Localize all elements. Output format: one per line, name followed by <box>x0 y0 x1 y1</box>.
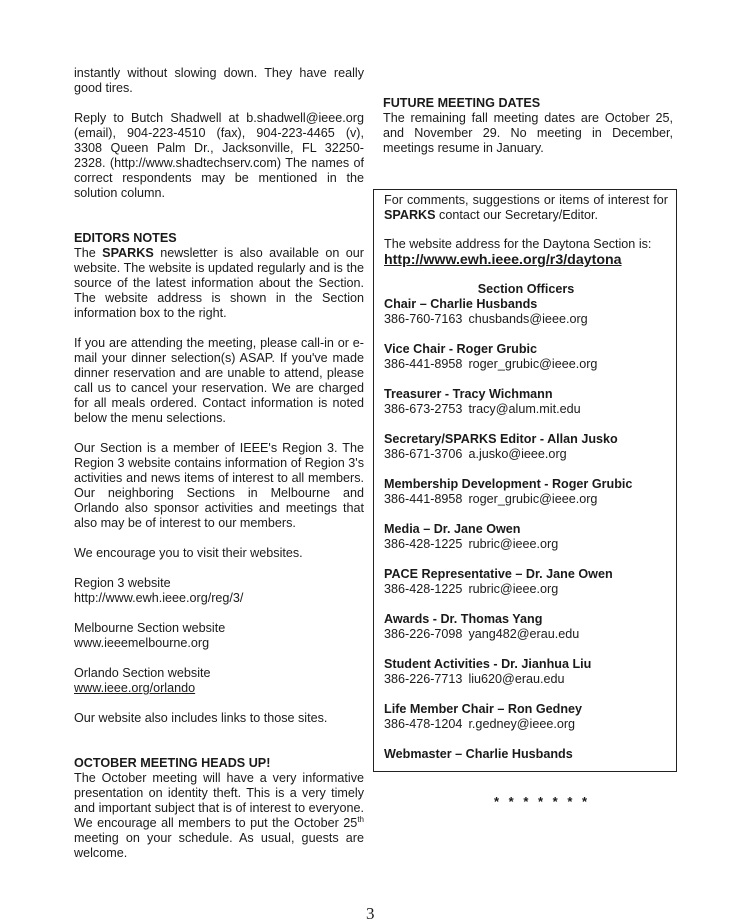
officer-entry <box>384 297 668 327</box>
officer-email[interactable]: tracy@alum.mit.edu <box>468 402 581 416</box>
link-url[interactable]: www.ieeemelbourne.org <box>74 636 210 650</box>
officer-phone: 386-673-2753 <box>384 402 463 416</box>
link-url[interactable]: http://www.ewh.ieee.org/reg/3/ <box>74 591 244 605</box>
officer-entry <box>384 342 668 372</box>
link-label: Orlando Section website <box>74 666 211 680</box>
officer-entry <box>384 567 668 597</box>
intro-text: instantly without slowing down. They have really good tires. <box>74 66 364 95</box>
officer-phone: 386-478-1204 <box>384 717 463 731</box>
website-text: The website address for the Daytona Section is: <box>384 237 652 251</box>
officer-role: Chair – Charlie Husbands <box>384 297 538 311</box>
link-label: Region 3 website <box>74 576 171 590</box>
officer-contact <box>384 402 668 417</box>
officer-email[interactable]: rubric@ieee.org <box>468 582 559 596</box>
officer-email[interactable]: liu620@erau.edu <box>468 672 565 686</box>
officers-title: Section Officers <box>477 282 575 296</box>
officer-role: Student Activities - Dr. Jianhua Liu <box>384 657 592 671</box>
section-info-box <box>373 189 677 772</box>
officer-contact <box>384 717 668 732</box>
officer-role: Life Member Chair – Ron Gedney <box>384 702 583 716</box>
officer-email[interactable]: a.jusko@ieee.org <box>468 447 567 461</box>
editors-notes-p2: If you are attending the meeting, please call-in or e-mail your dinner selection(s) ASAP. If you've made dinner reservation and are unable to attend, please call us to cancel your reservation. We are charged for all meals ordered. Contact information is noted below the menu selections. <box>74 336 364 425</box>
officer-phone: 386-760-7163 <box>384 312 463 326</box>
officer-role: PACE Representative – Dr. Jane Owen <box>384 567 613 581</box>
right-column <box>383 96 673 171</box>
officer-phone: 386-441-8958 <box>384 492 463 506</box>
officer-phone: 386-428-1225 <box>384 537 463 551</box>
officer-contact <box>384 447 668 462</box>
link-block-melbourne <box>74 621 364 651</box>
officer-role: Treasurer - Tracy Wichmann <box>384 387 553 401</box>
page-number: 3 <box>366 904 375 923</box>
officer-phone: 386-441-8958 <box>384 357 463 371</box>
officer-phone: 386-428-1225 <box>384 582 463 596</box>
officer-contact <box>384 672 668 687</box>
officer-contact <box>384 492 668 507</box>
officer-email[interactable]: yang482@erau.edu <box>468 627 580 641</box>
officer-contact <box>384 312 668 327</box>
officer-role: Vice Chair - Roger Grubic <box>384 342 538 356</box>
link-url[interactable]: www.ieee.org/orlando <box>74 681 196 695</box>
officer-contact <box>384 357 668 372</box>
officer-phone: 386-226-7098 <box>384 627 463 641</box>
officer-entry <box>384 432 668 462</box>
officer-email[interactable]: roger_grubic@ieee.org <box>468 492 598 506</box>
october-text: The October meeting will have a very informative presentation on identity theft. This is a very timely and important subject that is of interest to everyone. We encourage all members to put the October 25th meeting on your schedule. As usual, guests are welcome. <box>74 771 364 860</box>
officer-email[interactable]: roger_grubic@ieee.org <box>468 357 598 371</box>
officer-email[interactable]: rubric@ieee.org <box>468 537 559 551</box>
officer-email[interactable]: r.gedney@ieee.org <box>468 717 576 731</box>
officer-role: Media – Dr. Jane Owen <box>384 522 521 536</box>
officer-contact <box>384 582 668 597</box>
editors-notes-heading: EDITORS NOTES <box>74 231 177 245</box>
link-label: Melbourne Section website <box>74 621 226 635</box>
future-meetings-text: The remaining fall meeting dates are October 25, and November 29. No meeting in December, meetings resume in January. <box>383 111 673 155</box>
officer-entry <box>384 612 668 642</box>
officer-email[interactable]: chusbands@ieee.org <box>468 312 588 326</box>
officer-phone: 386-671-3706 <box>384 447 463 461</box>
officers-list <box>384 297 668 732</box>
officer-role: Secretary/SPARKS Editor - Allan Jusko <box>384 432 618 446</box>
officer-role: Membership Development - Roger Grubic <box>384 477 633 491</box>
officer-entry <box>384 657 668 687</box>
officer-phone: 386-226-7713 <box>384 672 463 686</box>
link-block-region3 <box>74 576 364 606</box>
left-column <box>74 66 364 876</box>
future-meetings-heading: FUTURE MEETING DATES <box>383 96 541 110</box>
links-note: Our website also includes links to those sites. <box>74 711 328 725</box>
officer-entry <box>384 477 668 507</box>
comments-text: For comments, suggestions or items of interest for SPARKS contact our Secretary/Editor. <box>384 193 668 222</box>
editors-notes-p1: The SPARKS newsletter is also available on our website. The website is updated regularly and is the source of the latest information about the Section. The website address is shown in the Section information box to the right. <box>74 246 365 320</box>
webmaster: Webmaster – Charlie Husbands <box>384 747 573 761</box>
website-block <box>384 237 668 268</box>
officer-contact <box>384 537 668 552</box>
officer-entry <box>384 387 668 417</box>
encourage-text: We encourage you to visit their websites. <box>74 546 303 560</box>
officer-entry <box>384 702 668 732</box>
separator-stars: * * * * * * * <box>494 794 591 809</box>
link-block-orlando <box>74 666 364 696</box>
website-link[interactable]: http://www.ewh.ieee.org/r3/daytona <box>384 252 622 268</box>
officer-contact <box>384 627 668 642</box>
officer-role: Awards - Dr. Thomas Yang <box>384 612 543 626</box>
editors-notes-p3: Our Section is a member of IEEE's Region 3. The Region 3 website contains information of Region 3's activities and news items of interest to all members. Our neighboring Sections in Melbourne and Orlando also sponsor activities and meetings that also may be of interest to our members. <box>74 441 364 530</box>
reply-text: Reply to Butch Shadwell at b.shadwell@ieee.org (email), 904-223-4510 (fax), 904-223-4465 (v), 3308 Queen Palm Dr., Jacksonville, FL 32250-2328. (http://www.shadtechserv.com) The names of correct respondents may be mentioned in the solution column. <box>74 111 364 200</box>
officer-entry <box>384 522 668 552</box>
october-heading: OCTOBER MEETING HEADS UP! <box>74 756 271 770</box>
